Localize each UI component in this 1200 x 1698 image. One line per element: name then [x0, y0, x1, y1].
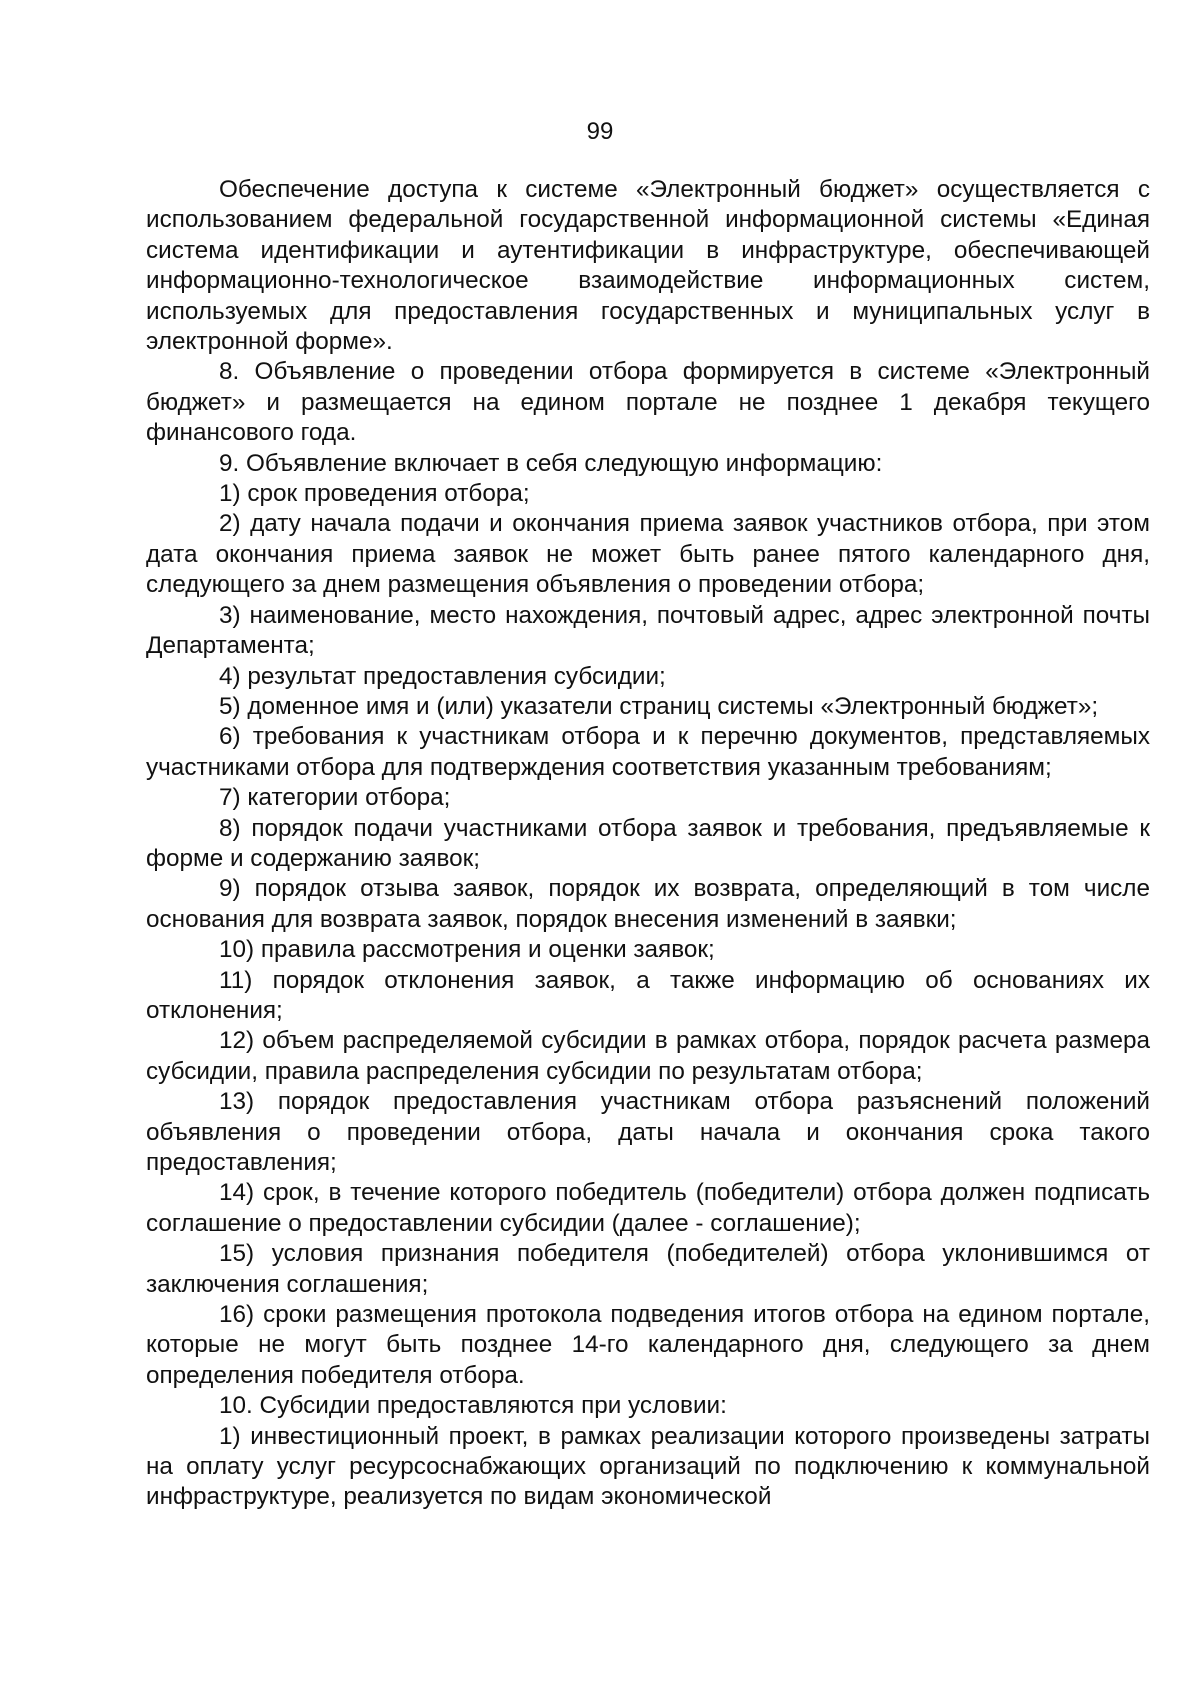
list-item-9-10: 10) правила рассмотрения и оценки заявок; [219, 936, 715, 964]
list-item-9-3: 3) наименование, место нахождения, почтовый адрес, адрес электронной почты Департамента; [146, 601, 1150, 660]
list-item-9-12: 12) объем распределяемой субсидии в рамках отбора, порядок расчета размера субсидии, правила распределения субсидии по результатам отбора; [146, 1027, 1150, 1085]
list-item-9-13: 13) порядок предоставления участникам отбора разъяснений положений объявления о проведении отбора, даты начала и окончания срока такого предоставления; [146, 1088, 1150, 1176]
list-item-9-6: 6) требования к участникам отбора и к перечню документов, представляемых участниками отбора для подтверждения соответствия указанным требованиям; [146, 723, 1150, 781]
page-number: 99 [586, 118, 614, 145]
list-item-9-7: 7) категории отбора; [219, 784, 451, 812]
list-item-9-16: 16) сроки размещения протокола подведения итогов отбора на едином портале, которые не могут быть позднее 14-го календарного дня, следующего за днем определения победителя отбора. [146, 1301, 1150, 1389]
paragraph-item-8: 8. Объявление о проведении отбора формируется в системе «Электронный бюджет» и размещается на едином портале не позднее 1 декабря текущего финансового года. [146, 358, 1150, 447]
list-item-9-4: 4) результат предоставления субсидии; [219, 662, 666, 690]
document-body [146, 175, 1150, 1513]
list-item-9-15: 15) условия признания победителя (победителей) отбора уклонившимся от заключения соглашения; [146, 1240, 1150, 1298]
list-item-10-1: 1) инвестиционный проект, в рамках реализации которого произведены затраты на оплату услуг ресурсоснабжающих организаций по подключению к коммунальной инфраструктуре, реализуется по видам экономической [146, 1422, 1150, 1511]
paragraph-access-esia: Обеспечение доступа к системе «Электронный бюджет» осуществляется с использованием федеральной государственной информационной системы «Единая система идентификации и аутентификации в инфраструктуре, обеспечивающей информационно-технологическое взаимодействие информационных систем, используемых для предоставления государственных и муниципальных услуг в электронной форме». [146, 176, 1150, 356]
paragraph-item-9: 9. Объявление включает в себя следующую информацию: [219, 449, 883, 477]
list-item-9-2: 2) дату начала подачи и окончания приема заявок участников отбора, при этом дата окончания приема заявок не может быть ранее пятого календарного дня, следующего за днем размещения объявления о проведении отбора; [146, 510, 1150, 599]
paragraph-item-10: 10. Субсидии предоставляются при условии: [219, 1392, 727, 1420]
list-item-9-1: 1) срок проведения отбора; [219, 480, 530, 508]
list-item-9-5: 5) доменное имя и (или) указатели страниц системы «Электронный бюджет»; [219, 692, 1099, 720]
list-item-9-11: 11) порядок отклонения заявок, а также информацию об основаниях их отклонения; [146, 966, 1150, 1024]
list-item-9-8: 8) порядок подачи участниками отбора заявок и требования, предъявляемые к форме и содержанию заявок; [146, 814, 1150, 872]
list-item-9-9: 9) порядок отзыва заявок, порядок их возврата, определяющий в том числе основания для возврата заявок, порядок внесения изменений в заявки; [146, 875, 1150, 933]
list-item-9-14: 14) срок, в течение которого победитель (победители) отбора должен подписать соглашение о предоставлении субсидии (далее - соглашение); [146, 1179, 1150, 1237]
